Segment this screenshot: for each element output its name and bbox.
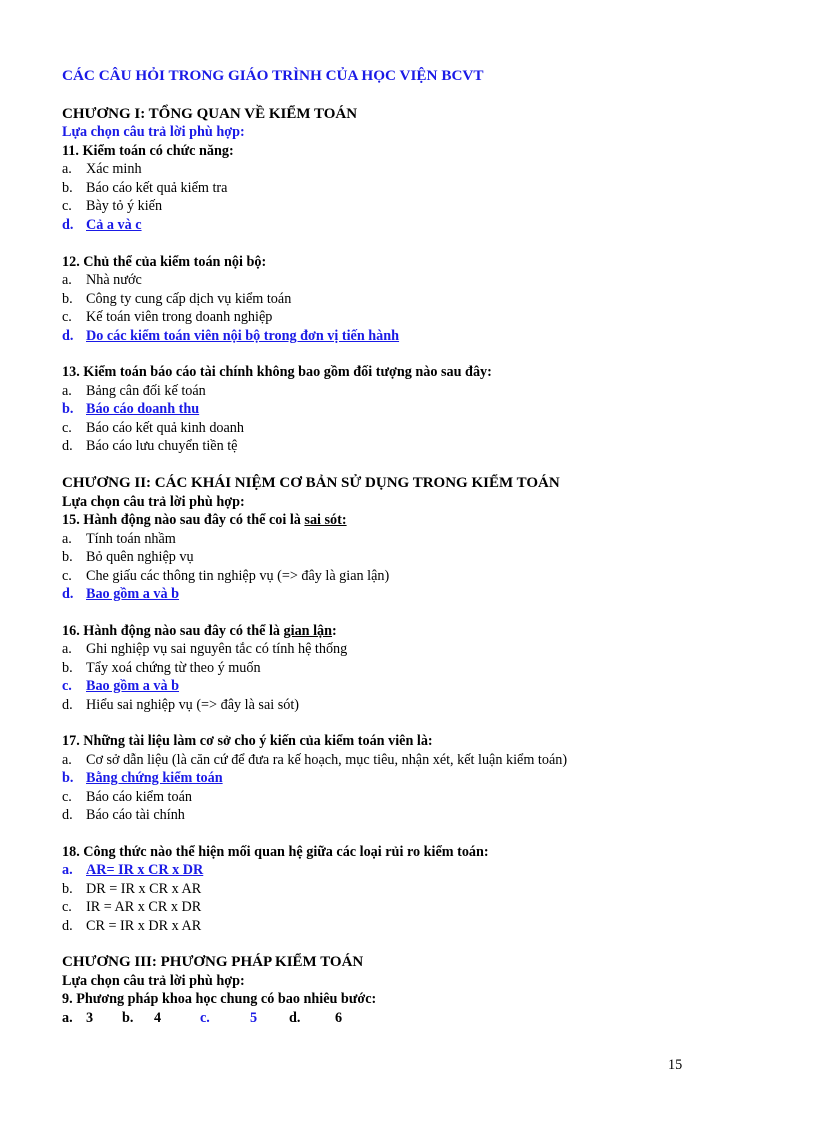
q11-option-d-answer: d. Cả a và c [62, 217, 142, 233]
q15-option-c: c. Che giấu các thông tin nghiệp vụ (=> đây là gian lận) [62, 568, 390, 584]
q12-option-a: a. Nhà nước [62, 272, 142, 288]
q16-option-d: d. Hiểu sai nghiệp vụ (=> đây là sai sót) [62, 697, 300, 713]
chapter2-instruction: Lựa chọn câu trả lời phù hợp: [62, 494, 245, 510]
q12-option-b: b. Công ty cung cấp dịch vụ kiểm toán [62, 291, 292, 307]
q13-option-a: a. Bảng cân đối kế toán [62, 383, 206, 399]
q15-option-b: b. Bỏ quên nghiệp vụ [62, 549, 194, 565]
q16-option-a: a. Ghi nghiệp vụ sai nguyên tắc có tính hệ thống [62, 641, 348, 657]
chapter3-instruction: Lựa chọn câu trả lời phù hợp: [62, 973, 245, 989]
page-number: 15 [668, 1057, 683, 1073]
q13-option-c: c. Báo cáo kết quả kinh doanh [62, 420, 244, 436]
q9-option-b: b. 4 [122, 1010, 162, 1026]
q13-option-b-answer: b. Báo cáo doanh thu [62, 401, 200, 417]
q15-option-d-answer: d. Bao gồm a và b [62, 586, 180, 602]
q18-option-a-answer: a. AR= IR x CR x DR [62, 862, 204, 878]
q11-option-c: c. Bày tỏ ý kiến [62, 198, 163, 214]
q9-option-a: a. 3 [62, 1010, 94, 1026]
q18-option-b: b. DR = IR x CR x AR [62, 881, 202, 897]
chapter1-heading: CHƯƠNG I: TỔNG QUAN VỀ KIỂM TOÁN [62, 106, 358, 122]
q13-question: 13. Kiểm toán báo cáo tài chính không bao gồm đối tượng nào sau đây: [62, 364, 492, 380]
q16-option-c-answer: c. Bao gồm a và b [62, 678, 180, 694]
q11-option-a: a. Xác minh [62, 161, 142, 177]
q15-option-a: a. Tính toán nhầm [62, 531, 176, 547]
q12-question: 12. Chủ thể của kiểm toán nội bộ: [62, 254, 267, 270]
chapter1-instruction: Lựa chọn câu trả lời phù hợp: [62, 124, 245, 140]
q9-option-c-answer: c. 5 [200, 1010, 258, 1026]
q18-option-c: c. IR = AR x CR x DR [62, 899, 202, 915]
q18-question: 18. Công thức nào thể hiện mối quan hệ giữa các loại rủi ro kiểm toán: [62, 844, 489, 860]
q9-option-d: d. 6 [289, 1010, 343, 1026]
chapter2-heading: CHƯƠNG II: CÁC KHÁI NIỆM CƠ BẢN SỬ DỤNG TRONG KIỂM TOÁN [62, 475, 560, 491]
q9-question: 9. Phương pháp khoa học chung có bao nhiêu bước: [62, 991, 377, 1007]
document-title: CÁC CÂU HỎI TRONG GIÁO TRÌNH CỦA HỌC VIỆN BCVT [62, 67, 484, 84]
q12-option-d-answer: d. Do các kiểm toán viên nội bộ trong đơn vị tiến hành [62, 328, 400, 344]
q11-option-b: b. Báo cáo kết quả kiểm tra [62, 180, 228, 196]
chapter3-heading: CHƯƠNG III: PHƯƠNG PHÁP KIỂM TOÁN [62, 954, 364, 970]
q17-option-c: c. Báo cáo kiểm toán [62, 789, 192, 805]
q16-question: 16. Hành động nào sau đây có thể là gian lận: [62, 623, 337, 639]
q17-option-d: d. Báo cáo tài chính [62, 807, 185, 823]
q13-option-d: d. Báo cáo lưu chuyển tiền tệ [62, 438, 238, 454]
q11-question: 11. Kiểm toán có chức năng: [62, 143, 234, 159]
q16-option-b: b. Tẩy xoá chứng từ theo ý muốn [62, 660, 261, 676]
q12-option-c: c. Kế toán viên trong doanh nghiệp [62, 309, 273, 325]
q18-option-d: d. CR = IR x DR x AR [62, 918, 202, 934]
q17-question: 17. Những tài liệu làm cơ sở cho ý kiến của kiểm toán viên là: [62, 733, 433, 749]
q17-option-b-answer: b. Bằng chứng kiểm toán [62, 770, 223, 786]
q15-question: 15. Hành động nào sau đây có thể coi là sai sót: [62, 512, 347, 528]
q17-option-a: a. Cơ sở dẫn liệu (là căn cứ để đưa ra kế hoạch, mục tiêu, nhận xét, kết luận kiểm toán) [62, 752, 568, 768]
